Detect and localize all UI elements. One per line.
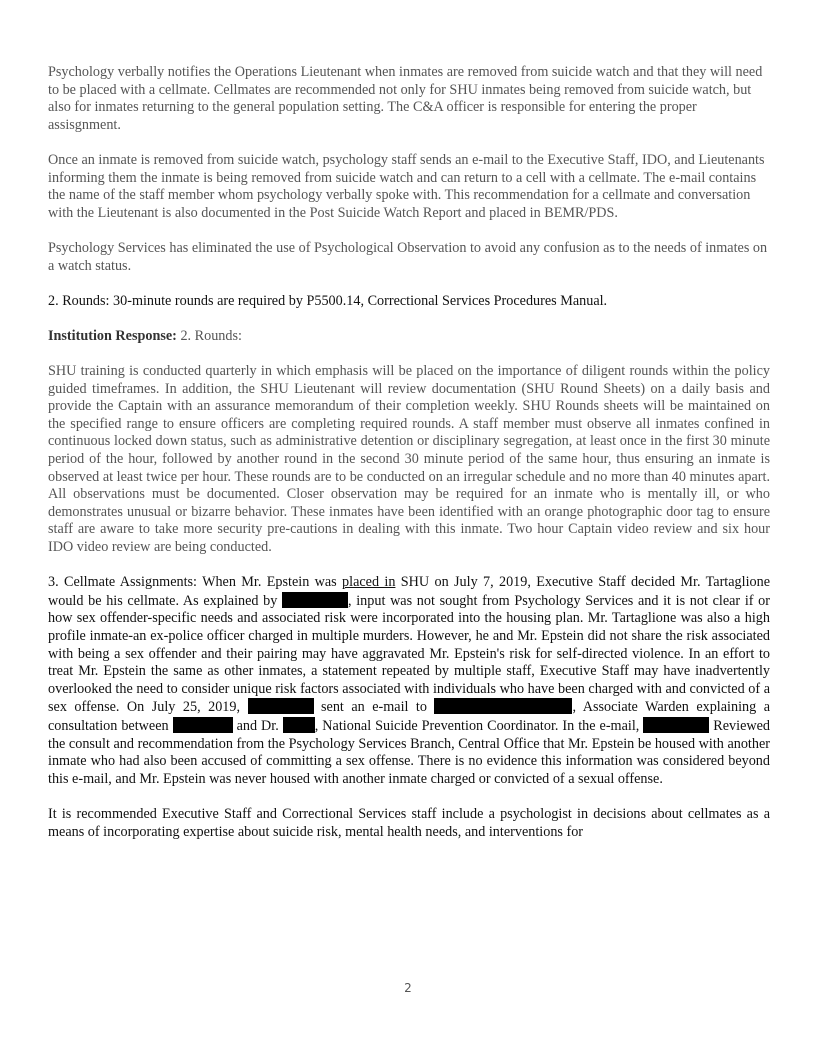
document-body bbox=[48, 64, 770, 859]
item3-text-5: , Associate Warden explaining a consultation between bbox=[48, 699, 770, 734]
item3-text-3: , input was not sought from Psychology Services and it is not clear if or how sex offender-specific needs and associated risk were incorporated into the housing plan. Mr. Tartaglione was also a high profile inmate-an ex-police officer charged in multiple murders. However, he and Mr. Epstein did not share the risk associated with being a sex offender and their pairing may have aggravated Mr. Epstein's risk for self-directed violence. In an effort to treat Mr. Epstein the same as other inmates, a statement repeated by multiple staff, Executive Staff may have inadvertently overlooked the need to consider unique risk factors associated with individuals who have been charged with and convicted of a sex offense. On July 25, 2019, bbox=[48, 592, 770, 716]
item3-text-6: and Dr. bbox=[236, 717, 283, 734]
paragraph-cellmate-notification: Psychology verbally notifies the Operations Lieutenant when inmates are removed from suicide watch and that they will need to be placed with a cellmate. Cellmates are recommended not only for SHU inmates being removed from suicide watch, but also for inmates returning to the general population setting. The C&A officer is responsible for entering the proper assisgnment. bbox=[48, 64, 763, 133]
paragraph-psych-observation: Psychology Services has eliminated the use of Psychological Observation to avoid any confusion as to the needs of inmates on a watch status. bbox=[48, 239, 768, 274]
redaction-box bbox=[173, 717, 233, 733]
paragraph-recommendation: It is recommended Executive Staff and Correctional Services staff include a psychologist in decisions about cellmates as a means of incorporating expertise about suicide risk, mental health needs, and interventions for bbox=[48, 805, 770, 840]
item3-text-8: Reviewed the consult and recommendation from the Psychology Services Branch, Central Office that Mr. Epstein be housed with another inmate who had also been accused of committing a sex offense. There is no evidence this information was considered beyond this e-mail, and Mr. Epstein was never housed with another inmate charged or convicted of a sexual offense. bbox=[48, 717, 771, 787]
paragraph-shu-rounds: SHU training is conducted quarterly in which emphasis will be placed on the importance of diligent rounds within the policy guided timeframes. In addition, the SHU Lieutenant will review documentation (SHU Round Sheets) on a daily basis and provide the Captain with an assurance memorandum of their completion weekly. SHU Rounds sheets will be maintained on the specified range to ensure officers are completing required rounds. A staff member must observe all inmates confined in continuous locked down status, such as administrative detention or disciplinary segregation, at least once in the first 30 minute period of the hour, followed by another round in the second 30 minute period of the same hour, thus ensuring an inmate is observed at least twice per hour. These rounds are to be conducted on an irregular schedule and no more than 40 minutes apart. All observations must be documented. Closer observation may be required for an inmate who is mentally ill, or who demonstrates unusual or bizarre behavior. These inmates have been identified with an orange photographic door tag to ensure staff are aware to take more security pre-cautions in dealing with this inmate. Two hour Captain video review and six hour IDO video review are being conducted. bbox=[48, 363, 770, 556]
finding-2-rounds: 2. Rounds: 30-minute rounds are required by P5500.14, Correctional Services Procedures Manual. bbox=[48, 292, 608, 309]
page-number: 2 bbox=[404, 981, 412, 995]
redaction-box bbox=[283, 717, 315, 733]
item3-text-1: 3. Cellmate Assignments: When Mr. Epstein was bbox=[48, 574, 343, 591]
redaction-box bbox=[643, 717, 709, 733]
redaction-box bbox=[248, 698, 314, 714]
finding-3-cellmate-assignments bbox=[48, 574, 770, 788]
redaction-box bbox=[282, 592, 348, 608]
institution-response-heading bbox=[48, 328, 770, 346]
item3-text-underlined: placed in bbox=[342, 574, 396, 591]
item3-text-7: , National Suicide Prevention Coordinator. In the e-mail, bbox=[314, 717, 644, 734]
redaction-box bbox=[434, 698, 572, 714]
response-label: Institution Response: bbox=[48, 327, 177, 344]
item3-text-4: sent an e-mail to bbox=[313, 699, 435, 716]
response-topic: 2. Rounds: bbox=[176, 327, 242, 344]
paragraph-email-notification: Once an inmate is removed from suicide watch, psychology staff sends an e-mail to the Executive Staff, IDO, and Lieutenants informing them the inmate is being removed from suicide watch and can return to a cell with a cellmate. The e-mail contains the name of the staff member whom psychology verbally spoke with. This recommendation for a cellmate and conversation with the Lieutenant is also documented in the Post Suicide Watch Report and placed in BEMR/PDS. bbox=[48, 151, 765, 221]
item3-text-2: SHU on July 7, 2019, Executive Staff decided Mr. Tartaglione would be his cellmate. As explained by bbox=[48, 574, 770, 609]
